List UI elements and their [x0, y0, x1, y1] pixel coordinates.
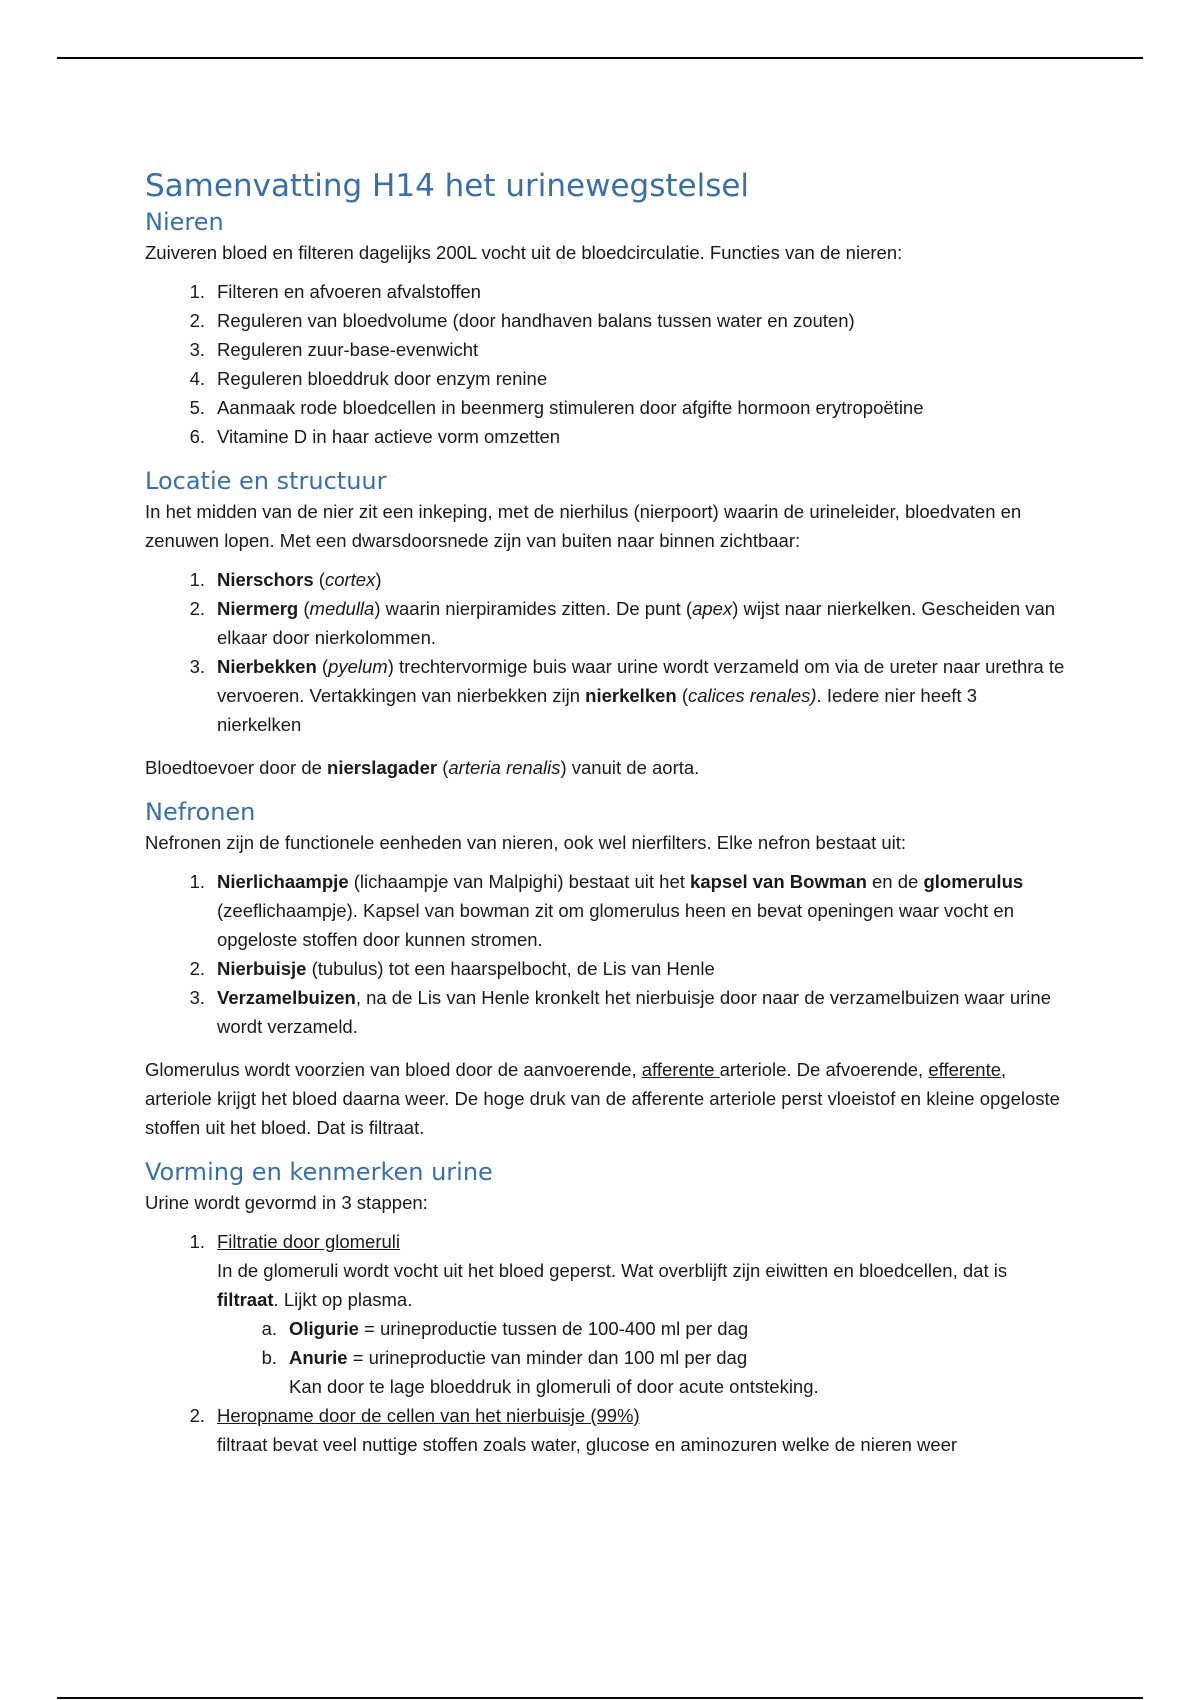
sub-list-item: a. Oligurie = urineproductie tussen de 100-400 ml per dag	[261, 1318, 749, 1339]
sub-list-item: b. Anurie = urineproductie van minder dan 100 ml per dag Kan door te lage bloeddruk in glomeruli of door acute ontsteking.	[261, 1347, 819, 1397]
page-title: Samenvatting H14 het urinewegstelsel	[145, 168, 750, 204]
sub-list	[217, 1314, 1065, 1401]
list-item: 1. Nierlichaampje (lichaampje van Malpighi) bestaat uit het kapsel van Bowman en de glomerulus (zeeflichaampje). Kapsel van bowman zit om glomerulus heen en bevat openingen waar vocht en opgeloste stoffen door kunnen stromen.	[189, 871, 1024, 950]
nieren-intro: Zuiveren bloed en filteren dagelijks 200L vocht uit de bloedcirculatie. Functies van de nieren:	[145, 242, 903, 263]
bottom-rule	[57, 1697, 1143, 1699]
list-item: 5. Aanmaak rode bloedcellen in beenmerg stimuleren door afgifte hormoon erytropoëtine	[189, 397, 924, 418]
locatie-intro: In het midden van de nier zit een inkeping, met de nierhilus (nierpoort) waarin de urineleider, bloedvaten en zenuwen lopen. Met een dwarsdoorsnede zijn van buiten naar binnen zichtbaar:	[145, 501, 1022, 551]
nefronen-list	[145, 867, 1065, 1041]
list-item: 3. Nierbekken (pyelum) trechtervormige buis waar urine wordt verzameld om via de ureter naar urethra te vervoeren. Vertakkingen van nierbekken zijn nierkelken (calices renales). Iedere nier heeft 3 nierkelken	[189, 656, 1065, 735]
list-item: 2. Reguleren van bloedvolume (door handhaven balans tussen water en zouten)	[189, 310, 855, 331]
heading-nefronen: Nefronen	[145, 798, 256, 826]
nieren-list	[145, 277, 1065, 451]
top-rule	[57, 57, 1143, 59]
document-body	[145, 166, 1065, 1459]
list-item: 3. Verzamelbuizen, na de Lis van Henle kronkelt het nierbuisje door naar de verzamelbuizen waar urine wordt verzameld.	[189, 987, 1051, 1037]
list-item: 2. Heropname door de cellen van het nierbuisje (99%) filtraat bevat veel nuttige stoffen zoals water, glucose en aminozuren welke de nieren weer	[145, 1401, 1065, 1459]
glomerulus-paragraph: Glomerulus wordt voorzien van bloed door de aanvoerende, afferente arteriole. De afvoerende, efferente, arteriole krijgt het bloed daarna weer. De hoge druk van de afferente arteriole perst vloeistof en kleine opgeloste stoffen uit het bloed. Dat is filtraat.	[145, 1059, 1060, 1138]
heading-locatie: Locatie en structuur	[145, 467, 387, 495]
vorming-list	[145, 1227, 1065, 1459]
nefronen-intro: Nefronen zijn de functionele eenheden van nieren, ook wel nierfilters. Elke nefron bestaat uit:	[145, 832, 907, 853]
list-item: 1. Filtratie door glomeruli In de glomeruli wordt vocht uit het bloed geperst. Wat overblijft zijn eiwitten en bloedcellen, dat is filtraat. Lijkt op plasma. a. Oligurie = urineproductie tussen de 100-400 ml per dag b. Anurie = urineproductie van minder dan 100 ml per dag Kan door te lage bloeddruk in glomeruli of door acute ontsteking.	[145, 1227, 1065, 1401]
list-item: 6. Vitamine D in haar actieve vorm omzetten	[189, 426, 561, 447]
bloedtoevoer-paragraph: Bloedtoevoer door de nierslagader (arteria renalis) vanuit de aorta.	[145, 757, 700, 778]
list-item: 3. Reguleren zuur-base-evenwicht	[189, 339, 479, 360]
list-item: 4. Reguleren bloeddruk door enzym renine	[189, 368, 548, 389]
heading-vorming: Vorming en kenmerken urine	[145, 1158, 493, 1186]
list-item: 2. Niermerg (medulla) waarin nierpiramides zitten. De punt (apex) wijst naar nierkelken. Gescheiden van elkaar door nierkolommen.	[189, 598, 1056, 648]
vorming-intro: Urine wordt gevormd in 3 stappen:	[145, 1192, 428, 1213]
list-item: 1. Filteren en afvoeren afvalstoffen	[189, 281, 481, 302]
step-title: Filtratie door glomeruli	[217, 1231, 401, 1252]
locatie-list	[145, 565, 1065, 739]
list-item: 2. Nierbuisje (tubulus) tot een haarspelbocht, de Lis van Henle	[189, 958, 715, 979]
list-item: 1. Nierschors (cortex)	[189, 569, 382, 590]
step-title: Heropname door de cellen van het nierbuisje (99%)	[217, 1405, 640, 1426]
heading-nieren: Nieren	[145, 208, 224, 236]
